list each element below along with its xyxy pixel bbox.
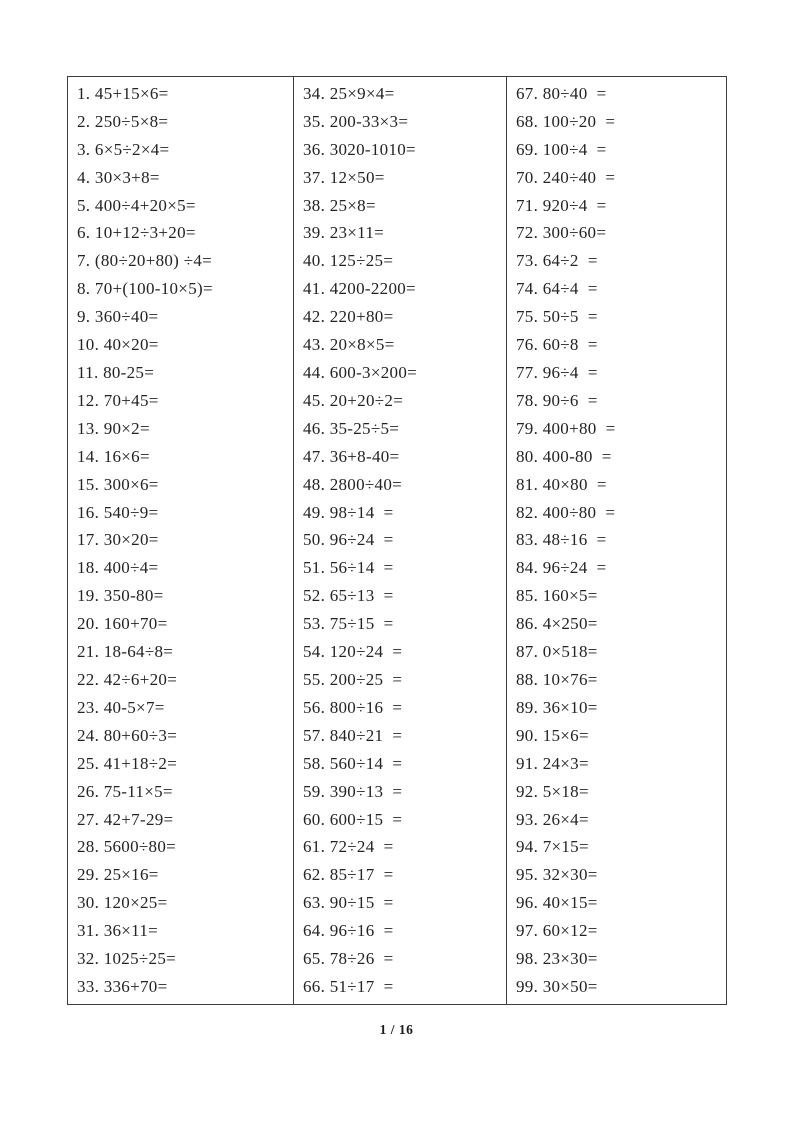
- problem-row: 32. 1025÷25=: [77, 949, 177, 969]
- problem-row: 22. 42÷6+20=: [77, 669, 178, 689]
- problem-row: 86. 4×250=: [516, 614, 598, 634]
- problem-row: 3. 6×5÷2×4=: [77, 139, 170, 159]
- problem-row: 99. 30×50=: [516, 976, 598, 996]
- problem-row: 19. 350-80=: [77, 586, 164, 606]
- problem-row: 21. 18-64÷8=: [77, 642, 174, 662]
- problem-row: 31. 36×11=: [77, 921, 159, 941]
- problem-row: 54. 120÷24 =: [303, 642, 403, 662]
- problem-row: 5. 400÷4+20×5=: [77, 195, 196, 215]
- problem-row: 37. 12×50=: [303, 167, 385, 187]
- problem-row: 66. 51÷17 =: [303, 976, 394, 996]
- problem-row: 77. 96÷4 =: [516, 363, 598, 383]
- problem-row: 13. 90×2=: [77, 418, 150, 438]
- problem-row: 79. 400+80 =: [516, 418, 616, 438]
- problem-row: 55. 200÷25 =: [303, 669, 403, 689]
- problem-row: 95. 32×30=: [516, 865, 598, 885]
- page-number: 1 / 16: [379, 1022, 414, 1037]
- problem-row: 14. 16×6=: [77, 446, 150, 466]
- problem-row: 27. 42+7-29=: [77, 809, 174, 829]
- problem-row: 18. 400÷4=: [77, 558, 159, 578]
- problem-row: 53. 75÷15 =: [303, 614, 394, 634]
- problem-row: 16. 540÷9=: [77, 502, 159, 522]
- problem-row: 80. 400-80 =: [516, 446, 612, 466]
- problem-row: 78. 90÷6 =: [516, 390, 598, 410]
- problem-row: 97. 60×12=: [516, 921, 598, 941]
- problem-row: 89. 36×10=: [516, 697, 598, 717]
- problem-row: 84. 96÷24 =: [516, 558, 607, 578]
- problem-row: 60. 600÷15 =: [303, 809, 403, 829]
- problem-row: 72. 300÷60=: [516, 223, 607, 243]
- problem-row: 8. 70+(100-10×5)=: [77, 279, 213, 299]
- problem-row: 65. 78÷26 =: [303, 949, 394, 969]
- problem-row: 45. 20+20÷2=: [303, 390, 404, 410]
- problem-row: 71. 920÷4 =: [516, 195, 607, 215]
- problem-row: 73. 64÷2 =: [516, 251, 598, 271]
- problem-row: 29. 25×16=: [77, 865, 159, 885]
- problem-row: 50. 96÷24 =: [303, 530, 394, 550]
- problem-row: 4. 30×3+8=: [77, 167, 160, 187]
- problem-row: 67. 80÷40 =: [516, 83, 607, 103]
- problem-row: 43. 20×8×5=: [303, 335, 395, 355]
- problem-row: 40. 125÷25=: [303, 251, 394, 271]
- problem-row: 17. 30×20=: [77, 530, 159, 550]
- problem-row: 82. 400÷80 =: [516, 502, 616, 522]
- problem-row: 57. 840÷21 =: [303, 725, 403, 745]
- problem-row: 69. 100÷4 =: [516, 139, 607, 159]
- problem-row: 51. 56÷14 =: [303, 558, 394, 578]
- problem-row: 75. 50÷5 =: [516, 307, 598, 327]
- problem-row: 25. 41+18÷2=: [77, 753, 178, 773]
- problem-row: 38. 25×8=: [303, 195, 376, 215]
- problems-column-3: [507, 77, 726, 1004]
- problem-row: 1. 45+15×6=: [77, 83, 169, 103]
- problem-row: 30. 120×25=: [77, 893, 168, 913]
- problem-row: 92. 5×18=: [516, 781, 589, 801]
- problem-row: 9. 360÷40=: [77, 307, 159, 327]
- problem-row: 48. 2800÷40=: [303, 474, 403, 494]
- problem-row: 56. 800÷16 =: [303, 697, 403, 717]
- problem-row: 33. 336+70=: [77, 976, 168, 996]
- problem-row: 94. 7×15=: [516, 837, 589, 857]
- problem-row: 96. 40×15=: [516, 893, 598, 913]
- problem-row: 76. 60÷8 =: [516, 335, 598, 355]
- problem-row: 74. 64÷4 =: [516, 279, 598, 299]
- problems-column-1: [68, 77, 294, 1004]
- problem-row: 83. 48÷16 =: [516, 530, 607, 550]
- problems-column-2: [294, 77, 507, 1004]
- problem-row: 88. 10×76=: [516, 669, 598, 689]
- problem-row: 2. 250÷5×8=: [77, 111, 169, 131]
- problem-row: 91. 24×3=: [516, 753, 589, 773]
- problem-row: 85. 160×5=: [516, 586, 598, 606]
- problem-row: 20. 160+70=: [77, 614, 168, 634]
- problem-row: 11. 80-25=: [77, 363, 155, 383]
- problem-row: 58. 560÷14 =: [303, 753, 403, 773]
- problem-row: 70. 240÷40 =: [516, 167, 616, 187]
- problem-row: 24. 80+60÷3=: [77, 725, 178, 745]
- problem-row: 63. 90÷15 =: [303, 893, 394, 913]
- problem-row: 23. 40-5×7=: [77, 697, 165, 717]
- problem-row: 42. 220+80=: [303, 307, 394, 327]
- problem-row: 90. 15×6=: [516, 725, 589, 745]
- problem-row: 98. 23×30=: [516, 949, 598, 969]
- problem-row: 52. 65÷13 =: [303, 586, 394, 606]
- problem-row: 7. (80÷20+80) ÷4=: [77, 251, 213, 271]
- problem-row: 28. 5600÷80=: [77, 837, 177, 857]
- problem-row: 93. 26×4=: [516, 809, 589, 829]
- problem-row: 15. 300×6=: [77, 474, 159, 494]
- problem-row: 62. 85÷17 =: [303, 865, 394, 885]
- problem-row: 34. 25×9×4=: [303, 83, 395, 103]
- problem-row: 47. 36+8-40=: [303, 446, 400, 466]
- problem-row: 59. 390÷13 =: [303, 781, 403, 801]
- problem-row: 35. 200-33×3=: [303, 111, 409, 131]
- problem-row: 10. 40×20=: [77, 335, 159, 355]
- problem-row: 61. 72÷24 =: [303, 837, 394, 857]
- problem-row: 26. 75-11×5=: [77, 781, 173, 801]
- problem-row: 64. 96÷16 =: [303, 921, 394, 941]
- problem-row: 46. 35-25÷5=: [303, 418, 400, 438]
- problem-row: 41. 4200-2200=: [303, 279, 416, 299]
- problem-row: 44. 600-3×200=: [303, 363, 418, 383]
- problem-row: 87. 0×518=: [516, 642, 598, 662]
- problem-row: 39. 23×11=: [303, 223, 385, 243]
- problem-row: 12. 70+45=: [77, 390, 159, 410]
- problems-table: [67, 76, 727, 1005]
- problem-row: 36. 3020-1010=: [303, 139, 416, 159]
- problem-row: 6. 10+12÷3+20=: [77, 223, 196, 243]
- problem-row: 49. 98÷14 =: [303, 502, 394, 522]
- problem-row: 81. 40×80 =: [516, 474, 607, 494]
- problem-row: 68. 100÷20 =: [516, 111, 616, 131]
